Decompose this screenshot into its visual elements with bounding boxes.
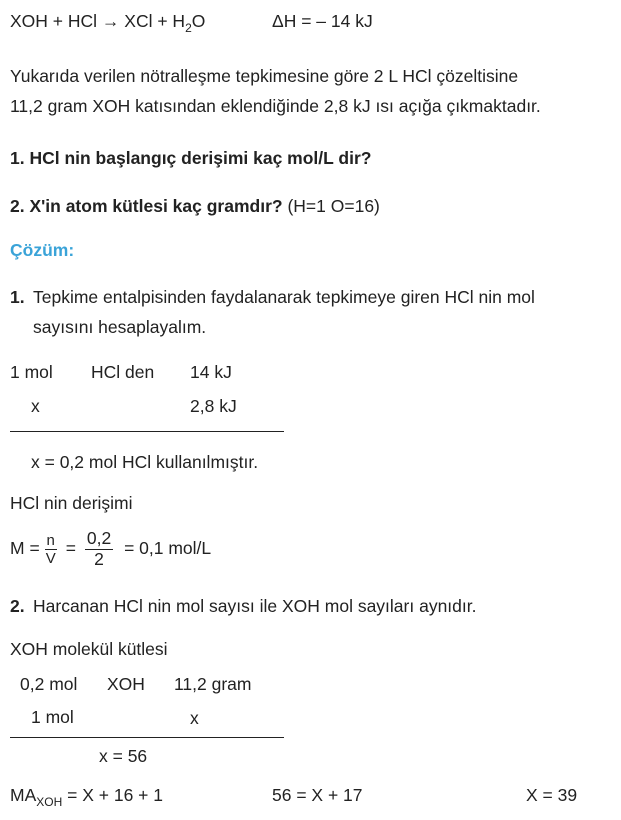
- intro-line-2: 11,2 gram XOH katısından eklendiğinde 2,8 kJ ısı açığa çıkmaktadır.: [10, 96, 541, 116]
- prop2-r1-c3: 11,2 gram: [174, 674, 252, 694]
- concentration-label: HCl nin derişimi: [10, 493, 133, 513]
- question-2: [10, 196, 380, 217]
- question-1: 1. HCl nin başlangıç derişimi kaç mol/L dir?: [10, 148, 372, 168]
- fraction-n: n: [46, 531, 55, 549]
- prop2-r1-c2: XOH: [107, 674, 145, 694]
- prop1-r1-c2: HCl den: [91, 362, 155, 382]
- prop1-r1-c1: 1 mol: [10, 362, 53, 382]
- final-eq-1: = X + 16 + 1: [67, 785, 163, 805]
- step-1-number: 1.: [10, 287, 25, 307]
- prop2-r2-c1: 1 mol: [31, 707, 74, 727]
- prop1-r2-c3: 2,8 kJ: [190, 396, 237, 416]
- final-molar-mass: [10, 785, 163, 809]
- prop1-divider: [10, 431, 284, 432]
- step-1-line-1: Tepkime entalpisinden faydalanarak tepkimeye giren HCl nin mol: [33, 287, 535, 307]
- question-2-text: 2. X'in atom kütlesi kaç gramdır?: [10, 196, 283, 216]
- molarity-fraction-nv: [45, 533, 57, 566]
- molarity-result: = 0,1 mol/L: [124, 538, 212, 559]
- products-pre: XCl + H: [124, 11, 186, 31]
- prop2-r2-c3: x: [190, 708, 199, 728]
- final-eq-2: 56 = X + 17: [272, 785, 363, 805]
- fraction-denominator: 2: [94, 548, 104, 569]
- prop1-r2-c1: x: [31, 396, 40, 416]
- step-1-line-2: sayısını hesaplayalım.: [33, 317, 207, 337]
- prop2-divider: [10, 737, 284, 738]
- products-subscript: 2: [185, 21, 192, 35]
- reaction-products: [124, 11, 206, 35]
- reaction-reactants: XOH + HCl: [10, 11, 98, 31]
- molarity-fraction-values: [85, 530, 113, 568]
- step-2-number: 2.: [10, 596, 25, 616]
- reaction-arrow: →: [101, 11, 120, 31]
- prop1-r1-c3: 14 kJ: [190, 362, 232, 382]
- intro-line-1: Yukarıda verilen nötralleşme tepkimesine göre 2 L HCl çözeltisine: [10, 66, 519, 86]
- final-ma-subscript: XOH: [36, 795, 63, 809]
- mass-label: XOH molekül kütlesi: [10, 639, 168, 659]
- molarity-equals: =: [65, 538, 76, 559]
- reaction-equation: [10, 11, 206, 35]
- reaction-enthalpy: ΔH = – 14 kJ: [272, 11, 373, 31]
- molarity-formula: [10, 530, 211, 568]
- final-ma: MA: [10, 785, 37, 805]
- prop2-result: x = 56: [99, 746, 148, 766]
- prop1-result: x = 0,2 mol HCl kullanılmıştır.: [31, 452, 259, 472]
- prop2-r1-c1: 0,2 mol: [20, 674, 78, 694]
- final-eq-3: X = 39: [526, 785, 578, 805]
- question-2-note: (H=1 O=16): [287, 196, 380, 216]
- fraction-numerator: 0,2: [86, 528, 112, 548]
- step-2-text: Harcanan HCl nin mol sayısı ile XOH mol sayıları aynıdır.: [33, 596, 477, 616]
- products-post: O: [191, 11, 206, 31]
- molarity-lhs: M =: [10, 538, 40, 559]
- fraction-v: V: [45, 549, 56, 567]
- solution-heading: Çözüm:: [10, 240, 75, 260]
